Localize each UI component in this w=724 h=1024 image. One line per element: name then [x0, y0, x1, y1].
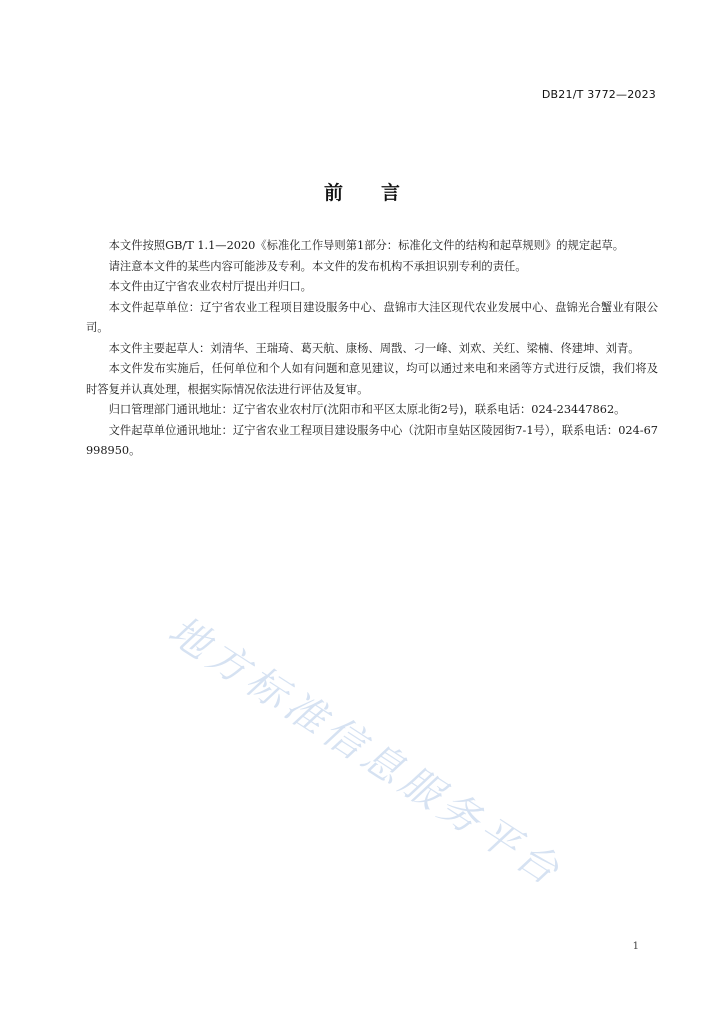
foreword-body [86, 236, 658, 462]
paragraph-drafter-address: 文件起草单位通讯地址：辽宁省农业工程项目建设服务中心（沈阳市皇姑区陵园街7-1号），联系电话：024-67998950。 [86, 423, 658, 457]
paragraph-authority-address: 归口管理部门通讯地址：辽宁省农业农村厅(沈阳市和平区太原北街2号)，联系电话：024-23447862。 [108, 403, 626, 416]
page-number: 1 [632, 941, 639, 952]
paragraph-patent-notice: 请注意本文件的某些内容可能涉及专利。本文件的发布机构不承担识别专利的责任。 [108, 259, 527, 273]
document-code: DB21/T 3772—2023 [541, 88, 656, 101]
page-title: 前言 [323, 182, 438, 204]
paragraph-feedback: 本文件发布实施后，任何单位和个人如有问题和意见建议，均可以通过来电和来函等方式进行反馈，我们将及时答复并认真处理，根据实际情况依法进行评估及复审。 [86, 362, 658, 396]
paragraph-drafting-rules: 本文件按照GB/T 1.1—2020《标准化工作导则第1部分：标准化文件的结构和起草规则》的规定起草。 [108, 239, 625, 252]
watermark: 地方标准信息服务平台 [160, 607, 571, 897]
paragraph-drafters: 本文件主要起草人：刘清华、王瑞琦、葛天航、康杨、周戬、刁一峰、刘欢、关红、梁楠、佟建坤、刘青。 [108, 341, 640, 355]
paragraph-proposer: 本文件由辽宁省农业农村厅提出并归口。 [108, 280, 312, 293]
paragraph-drafting-units: 本文件起草单位：辽宁省农业工程项目建设服务中心、盘锦市大洼区现代农业发展中心、盘锦光合蟹业有限公司。 [86, 300, 658, 334]
